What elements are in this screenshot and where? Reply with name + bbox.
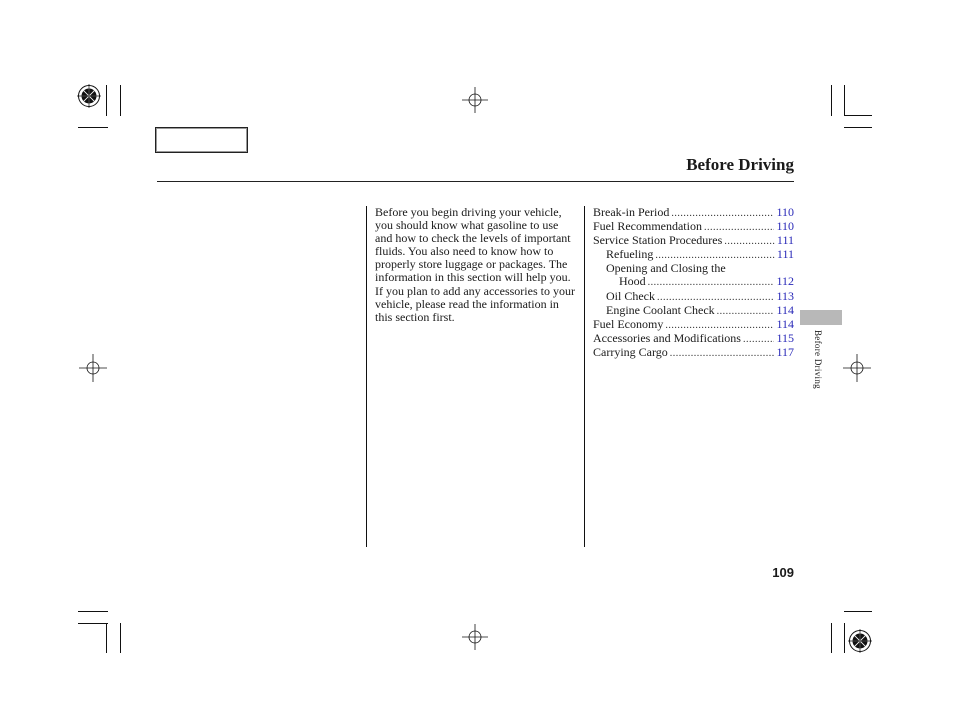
toc-page-link[interactable]: 111 [776, 233, 794, 248]
toc-item-engine-coolant-check[interactable] [593, 304, 794, 318]
toc-label: Accessories and Modifications [593, 330, 741, 345]
toc-page-link[interactable]: 114 [776, 302, 794, 317]
crop-mark [844, 85, 845, 116]
toc-item-accessories-modifications[interactable] [593, 332, 794, 346]
section-side-label: Before Driving [813, 330, 823, 389]
toc-label: Service Station Procedures [593, 233, 723, 248]
toc-page-link[interactable]: 110 [776, 205, 794, 219]
toc-leader [665, 319, 774, 332]
page-number: 109 [772, 565, 794, 580]
crop-mark [844, 623, 845, 653]
registration-target-icon [848, 629, 872, 653]
crop-mark [106, 623, 107, 653]
toc-label: Refueling [606, 247, 654, 262]
crop-mark [844, 611, 872, 612]
toc-page-link[interactable]: 115 [776, 330, 794, 345]
toc-leader [717, 305, 775, 318]
crop-mark [78, 611, 108, 612]
crop-mark [831, 85, 832, 116]
toc-label: Fuel Economy [593, 316, 664, 331]
toc-label: Opening and Closing the [606, 261, 726, 276]
header-box [155, 127, 248, 153]
toc-leader [670, 347, 775, 360]
crop-mark [844, 115, 872, 116]
toc-item-break-in-period[interactable] [593, 206, 794, 220]
toc-page-link[interactable]: 113 [776, 288, 794, 303]
registration-target-icon [77, 84, 101, 108]
crosshair-icon [462, 87, 488, 113]
toc-item-fuel-economy[interactable] [593, 318, 794, 332]
table-of-contents [593, 206, 794, 360]
crop-mark [78, 127, 108, 128]
crop-mark [831, 623, 832, 653]
crop-mark [106, 85, 107, 116]
crosshair-icon [79, 354, 107, 382]
column-divider [584, 206, 585, 547]
toc-label: Break-in Period [593, 205, 670, 219]
crop-mark [120, 85, 121, 116]
toc-label: Hood [619, 274, 646, 289]
toc-item-oil-check[interactable] [593, 290, 794, 304]
toc-page-link[interactable]: 111 [776, 247, 794, 262]
toc-item-hood-continued[interactable] [593, 275, 794, 289]
header-rule [157, 181, 794, 182]
toc-page-link[interactable]: 110 [776, 219, 794, 234]
crop-mark [120, 623, 121, 653]
toc-page-link[interactable]: 117 [776, 344, 794, 359]
toc-label: Engine Coolant Check [606, 302, 715, 317]
intro-paragraph: Before you begin driving your vehicle, you should know what gasoline to use and how to check the levels of important fluids. You also need to know how to properly store luggage or packages. The information in this section will help you. If you plan to add any accessories to your vehicle, please read the information in this section first. [375, 205, 575, 324]
toc-label: Carrying Cargo [593, 344, 668, 359]
toc-leader [657, 291, 774, 304]
toc-label: Oil Check [606, 288, 655, 303]
toc-item-fuel-recommendation[interactable] [593, 220, 794, 234]
toc-item-service-station-procedures[interactable] [593, 234, 794, 248]
crop-mark [78, 623, 108, 624]
toc-leader [724, 235, 775, 248]
toc-page-link[interactable]: 112 [776, 274, 794, 289]
toc-item-refueling[interactable] [593, 248, 794, 262]
toc-leader [743, 333, 774, 346]
toc-item-carrying-cargo[interactable] [593, 346, 794, 360]
page-title: Before Driving [686, 155, 794, 174]
crosshair-icon [843, 354, 871, 382]
column-divider [366, 206, 367, 547]
toc-label: Fuel Recommendation [593, 219, 702, 234]
toc-page-link[interactable]: 114 [776, 316, 794, 331]
crop-mark [844, 127, 872, 128]
toc-leader [648, 276, 775, 289]
crosshair-icon [462, 624, 488, 650]
section-tab [800, 310, 842, 325]
